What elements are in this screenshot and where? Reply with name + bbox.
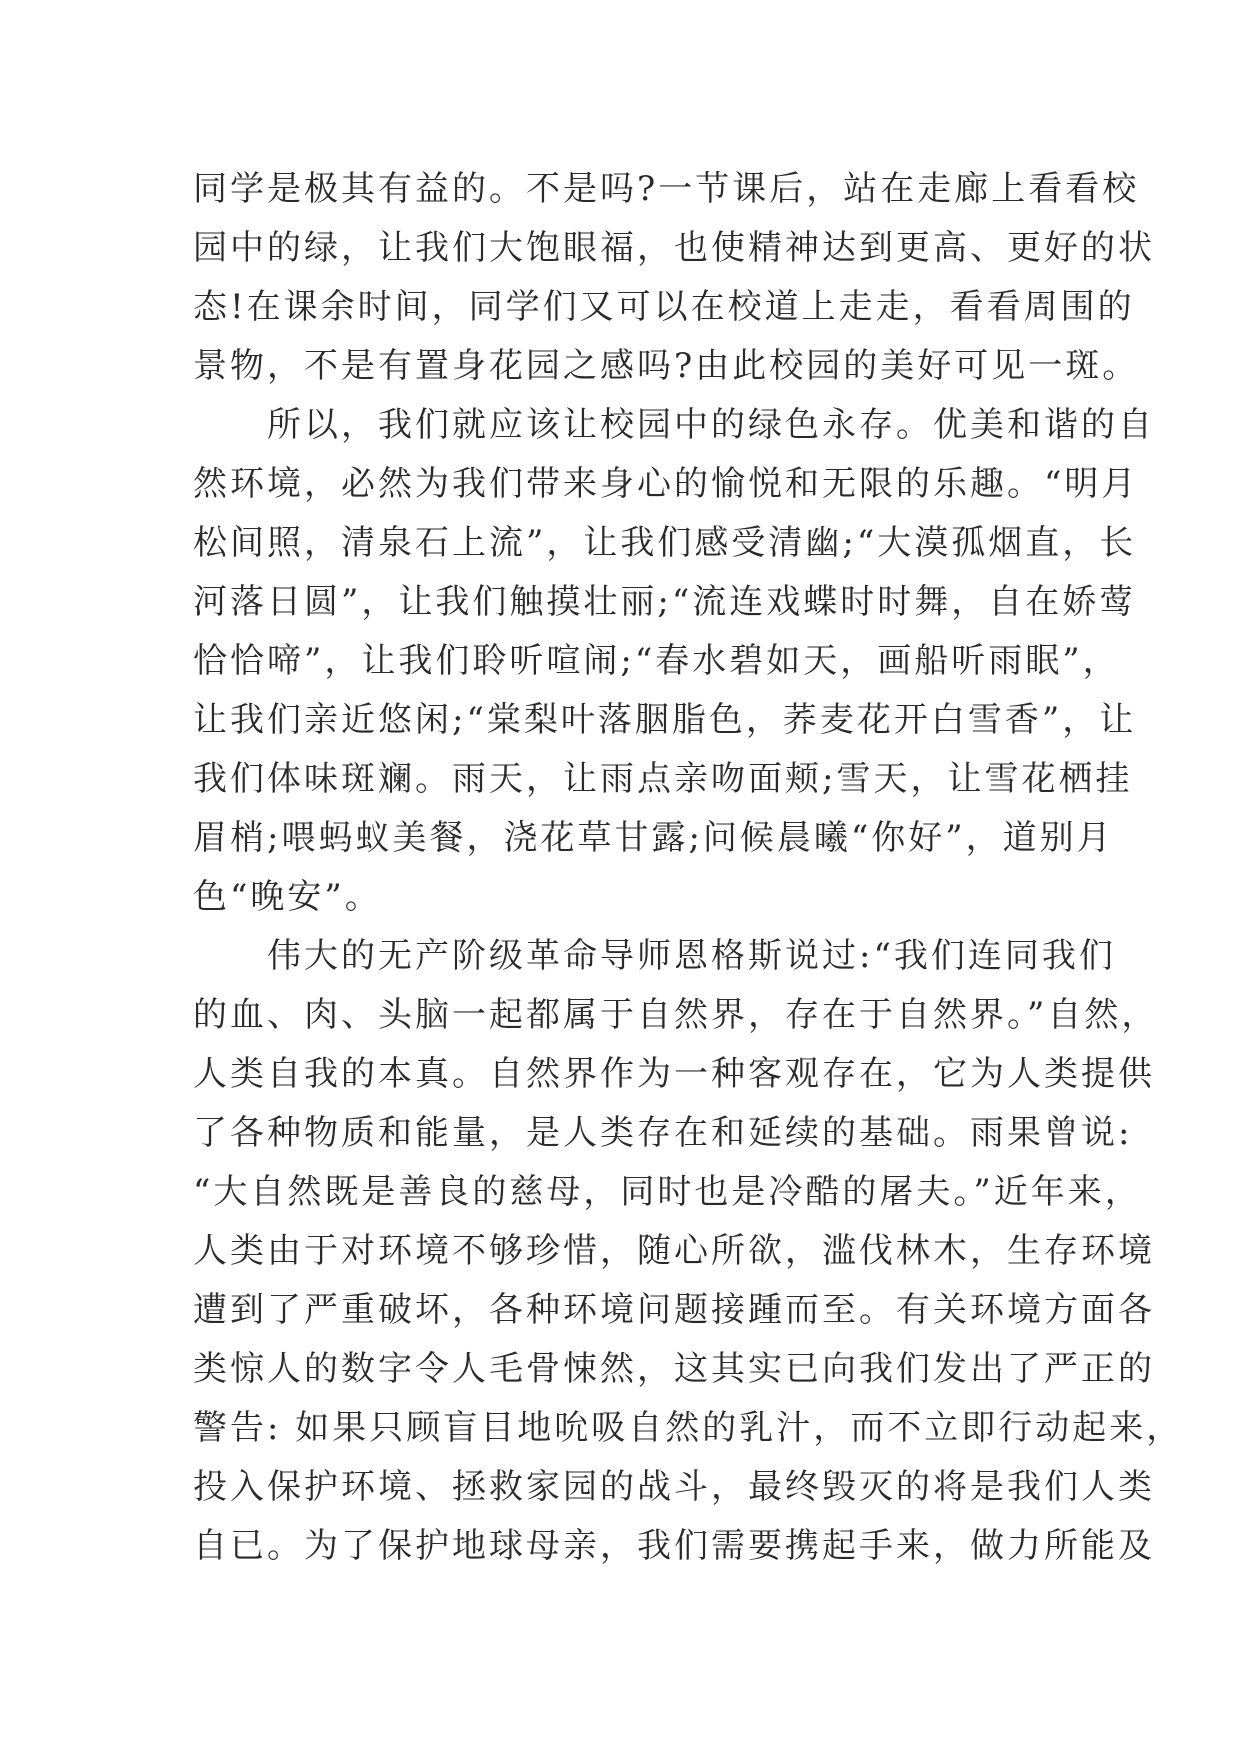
- text-line: 我们体味斑斓。雨天，让雨点亲吻面颊;雪天，让雪花栖挂: [193, 759, 1133, 799]
- text-line: 投入保护环境、拯救家园的战斗，最终毁灭的将是我们人类: [193, 1467, 1155, 1507]
- text-line: 所以，我们就应该让校园中的绿色永存。优美和谐的自: [193, 405, 1155, 445]
- text-line: 眉梢;喂蚂蚁美餐，浇花草甘露;问候晨曦“你好”，道别月: [193, 818, 1114, 858]
- text-line: 同学是极其有益的。不是吗?一节课后，站在走廊上看看校: [193, 169, 1140, 209]
- text-line: 的血、肉、头脑一起都属于自然界，存在于自然界。”自然，: [193, 995, 1159, 1035]
- text-line: 河落日圆”，让我们触摸壮丽;“流连戏蝶时时舞，自在娇莺: [193, 582, 1137, 622]
- body-text: [193, 160, 1184, 1576]
- text-line: 遭到了严重破坏，各种环境问题接踵而至。有关环境方面各: [193, 1290, 1155, 1330]
- text-line: 让我们亲近悠闲;“棠梨叶落胭脂色，荞麦花开白雪香”，让: [193, 700, 1137, 740]
- text-line: 松间照，清泉石上流”，让我们感受清幽;“大漠孤烟直，长: [193, 523, 1137, 563]
- text-line: 伟大的无产阶级革命导师恩格斯说过:“我们连同我们: [193, 936, 1116, 976]
- text-line: 了各种物质和能量，是人类存在和延续的基础。雨果曾说:: [193, 1113, 1133, 1153]
- text-line: 态!在课余时间，同学们又可以在校道上走走，看看周围的: [193, 287, 1135, 327]
- text-line: 园中的绿，让我们大饱眼福，也使精神达到更高、更好的状: [193, 228, 1155, 268]
- text-line: 类惊人的数字令人毛骨悚然，这其实已向我们发出了严正的: [193, 1349, 1155, 1389]
- text-line: 景物，不是有置身花园之感吗?由此校园的美好可见一斑。: [193, 346, 1140, 386]
- text-line: 警告: 如果只顾盲目地吮吸自然的乳汁，而不立即行动起来，: [193, 1408, 1184, 1448]
- text-line: 色“晚安”。: [193, 877, 382, 917]
- text-line: 人类自我的本真。自然界作为一种客观存在，它为人类提供: [193, 1054, 1155, 1094]
- text-line: 恰恰啼”，让我们聆听喧闹;“春水碧如天，画船听雨眠”，: [193, 641, 1120, 681]
- text-line: 自已。为了保护地球母亲，我们需要携起手来，做力所能及: [193, 1526, 1155, 1566]
- text-line: 然环境，必然为我们带来身心的愉悦和无限的乐趣。“明月: [193, 464, 1139, 504]
- text-line: 人类由于对环境不够珍惜，随心所欲，滥伐林木，生存环境: [193, 1231, 1155, 1271]
- text-line: “大自然既是善良的慈母，同时也是冷酷的屠夫。”近年来，: [193, 1172, 1142, 1212]
